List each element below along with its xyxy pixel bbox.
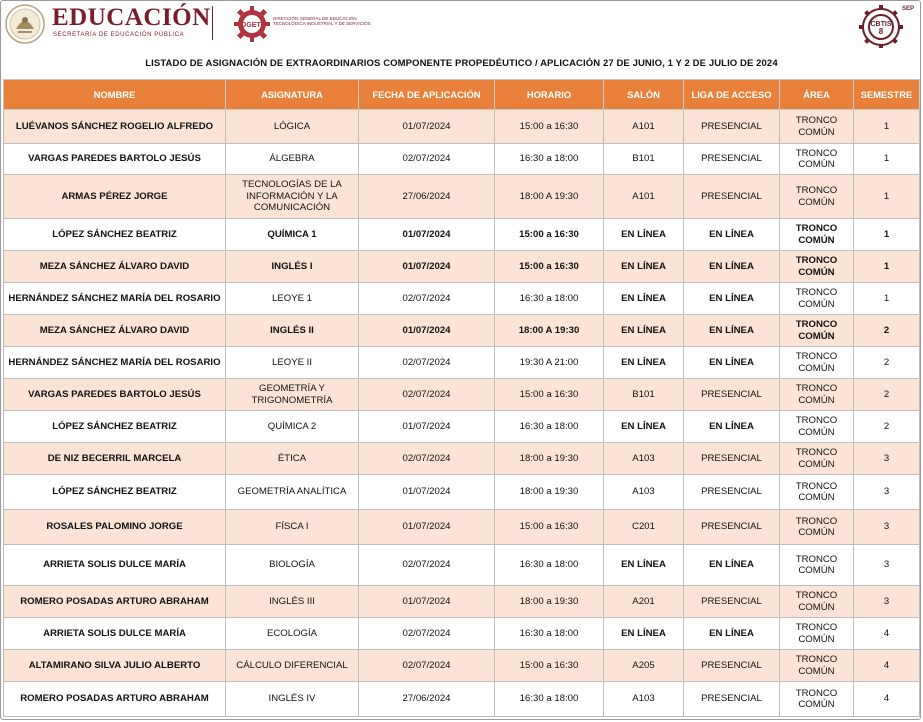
room-cell: EN LÍNEA (604, 411, 684, 443)
room-cell: B101 (604, 379, 684, 411)
access-cell: PRESENCIAL (684, 379, 780, 411)
room-cell: A103 (604, 682, 684, 717)
area-cell: TRONCO COMÚN (780, 682, 854, 717)
access-cell: EN LÍNEA (684, 347, 780, 379)
area-cell: TRONCO COMÚN (780, 283, 854, 315)
time-cell: 15:00 a 16:30 (495, 219, 604, 251)
area-cell: TRONCO COMÚN (780, 545, 854, 586)
semester-cell: 2 (854, 379, 920, 411)
subject-cell: INGLÉS IV (226, 682, 359, 717)
cbtis-gear-logo-icon (846, 2, 916, 48)
date-cell: 02/07/2024 (359, 545, 495, 586)
subject-cell: CÁLCULO DIFERENCIAL (226, 650, 359, 682)
area-cell: TRONCO COMÚN (780, 618, 854, 650)
semester-cell: 1 (854, 283, 920, 315)
subject-cell: FÍSCA I (226, 510, 359, 545)
name-cell: VARGAS PAREDES BARTOLO JESÚS (4, 144, 226, 175)
access-cell: PRESENCIAL (684, 175, 780, 219)
column-header-semestre: SEMESTRE (854, 80, 920, 110)
room-cell: EN LÍNEA (604, 219, 684, 251)
header-divider (212, 6, 213, 40)
table-row (4, 682, 920, 717)
access-cell: PRESENCIAL (684, 586, 780, 618)
table-row (4, 443, 920, 475)
dgeti-gear-logo-icon (234, 6, 270, 42)
room-cell: EN LÍNEA (604, 251, 684, 283)
date-cell: 01/07/2024 (359, 251, 495, 283)
semester-cell: 1 (854, 144, 920, 175)
room-cell: C201 (604, 510, 684, 545)
room-cell: A201 (604, 586, 684, 618)
time-cell: 18:00 A 19:30 (495, 175, 604, 219)
date-cell: 02/07/2024 (359, 379, 495, 411)
time-cell: 18:00 a 19:30 (495, 475, 604, 510)
subject-cell: GEOMETRÍA ANALÍTICA (226, 475, 359, 510)
column-header-area: ÁREA (780, 80, 854, 110)
semester-cell: 3 (854, 586, 920, 618)
time-cell: 18:00 a 19:30 (495, 586, 604, 618)
date-cell: 27/06/2024 (359, 682, 495, 717)
access-cell: PRESENCIAL (684, 144, 780, 175)
access-cell: EN LÍNEA (684, 618, 780, 650)
date-cell: 01/07/2024 (359, 411, 495, 443)
date-cell: 01/07/2024 (359, 110, 495, 144)
access-cell: EN LÍNEA (684, 251, 780, 283)
time-cell: 15:00 a 16:30 (495, 110, 604, 144)
date-cell: 02/07/2024 (359, 144, 495, 175)
subject-cell: INGLÉS II (226, 315, 359, 347)
date-cell: 01/07/2024 (359, 315, 495, 347)
table-row (4, 283, 920, 315)
assignment-table (3, 79, 920, 717)
name-cell: ROSALES PALOMINO JORGE (4, 510, 226, 545)
semester-cell: 2 (854, 347, 920, 379)
area-cell: TRONCO COMÚN (780, 251, 854, 283)
brand-subtitle: SECRETARÍA DE EDUCACIÓN PÚBLICA (53, 32, 185, 38)
date-cell: 01/07/2024 (359, 510, 495, 545)
semester-cell: 1 (854, 110, 920, 144)
access-cell: EN LÍNEA (684, 315, 780, 347)
subject-cell: LEOYE II (226, 347, 359, 379)
column-header-fecha: FECHA DE APLICACIÓN (359, 80, 495, 110)
room-cell: EN LÍNEA (604, 545, 684, 586)
column-header-liga: LIGA DE ACCESO (684, 80, 780, 110)
table-row (4, 315, 920, 347)
subject-cell: BIOLOGÍA (226, 545, 359, 586)
name-cell: ARRIETA SOLIS DULCE MARÍA (4, 545, 226, 586)
area-cell: TRONCO COMÚN (780, 219, 854, 251)
name-cell: HERNÁNDEZ SÁNCHEZ MARÍA DEL ROSARIO (4, 347, 226, 379)
table-header-row (4, 80, 920, 110)
subject-cell: QUÍMICA 2 (226, 411, 359, 443)
room-cell: B101 (604, 144, 684, 175)
time-cell: 15:00 a 16:30 (495, 251, 604, 283)
room-cell: A101 (604, 175, 684, 219)
table-row (4, 586, 920, 618)
area-cell: TRONCO COMÚN (780, 510, 854, 545)
access-cell: EN LÍNEA (684, 545, 780, 586)
table-row (4, 475, 920, 510)
semester-cell: 1 (854, 219, 920, 251)
time-cell: 15:00 a 16:30 (495, 650, 604, 682)
subject-cell: TECNOLOGÍAS DE LA INFORMACIÓN Y LA COMUNICACIÓN (226, 175, 359, 219)
access-cell: PRESENCIAL (684, 110, 780, 144)
name-cell: MEZA SÁNCHEZ ÁLVARO DAVID (4, 251, 226, 283)
table-row (4, 618, 920, 650)
subject-cell: GEOMETRÍA Y TRIGONOMETRÍA (226, 379, 359, 411)
semester-cell: 2 (854, 411, 920, 443)
table-body (4, 110, 920, 717)
document-header (0, 0, 923, 50)
dgeti-text: DIRECCIÓN GENERAL DE EDUCACIÓN TECNOLÓGICA INDUSTRIAL Y DE SERVICIOS (273, 16, 371, 26)
column-header-nombre: NOMBRE (4, 80, 226, 110)
room-cell: EN LÍNEA (604, 283, 684, 315)
subject-cell: ÁLGEBRA (226, 144, 359, 175)
document-title: LISTADO DE ASIGNACIÓN DE EXTRAORDINARIOS COMPONENTE PROPEDÉUTICO / APLICACIÓN 27 DE JUNIO, 1 Y 2 DE JULIO DE 2024 (145, 58, 778, 69)
room-cell: EN LÍNEA (604, 347, 684, 379)
subject-cell: ECOLOGÍA (226, 618, 359, 650)
room-cell: A205 (604, 650, 684, 682)
table-row (4, 110, 920, 144)
name-cell: VARGAS PAREDES BARTOLO JESÚS (4, 379, 226, 411)
name-cell: ROMERO POSADAS ARTURO ABRAHAM (4, 682, 226, 717)
access-cell: EN LÍNEA (684, 411, 780, 443)
room-cell: A103 (604, 475, 684, 510)
time-cell: 16:30 a 18:00 (495, 283, 604, 315)
cbtis-top-text: SEP (902, 6, 915, 12)
access-cell: PRESENCIAL (684, 650, 780, 682)
area-cell: TRONCO COMÚN (780, 411, 854, 443)
time-cell: 16:30 a 18:00 (495, 144, 604, 175)
subject-cell: INGLÉS III (226, 586, 359, 618)
name-cell: LÓPEZ SÁNCHEZ BEATRIZ (4, 411, 226, 443)
table-row (4, 545, 920, 586)
date-cell: 01/07/2024 (359, 586, 495, 618)
access-cell: EN LÍNEA (684, 283, 780, 315)
semester-cell: 1 (854, 251, 920, 283)
time-cell: 16:30 a 18:00 (495, 411, 604, 443)
area-cell: TRONCO COMÚN (780, 379, 854, 411)
column-header-salon: SALÓN (604, 80, 684, 110)
area-cell: TRONCO COMÚN (780, 586, 854, 618)
time-cell: 18:00 A 19:30 (495, 315, 604, 347)
semester-cell: 4 (854, 682, 920, 717)
table-row (4, 219, 920, 251)
access-cell: PRESENCIAL (684, 682, 780, 717)
date-cell: 02/07/2024 (359, 443, 495, 475)
date-cell: 01/07/2024 (359, 219, 495, 251)
table-row (4, 650, 920, 682)
time-cell: 15:00 a 16:30 (495, 510, 604, 545)
name-cell: DE NIZ BECERRIL MARCELA (4, 443, 226, 475)
table-row (4, 144, 920, 175)
access-cell: PRESENCIAL (684, 475, 780, 510)
name-cell: ARRIETA SOLIS DULCE MARÍA (4, 618, 226, 650)
area-cell: TRONCO COMÚN (780, 110, 854, 144)
subject-cell: LEOYE 1 (226, 283, 359, 315)
semester-cell: 3 (854, 545, 920, 586)
subject-cell: LÓGICA (226, 110, 359, 144)
semester-cell: 3 (854, 510, 920, 545)
date-cell: 01/07/2024 (359, 475, 495, 510)
area-cell: TRONCO COMÚN (780, 144, 854, 175)
name-cell: LUÉVANOS SÁNCHEZ ROGELIO ALFREDO (4, 110, 226, 144)
time-cell: 15:00 a 16:30 (495, 379, 604, 411)
name-cell: LÓPEZ SÁNCHEZ BEATRIZ (4, 219, 226, 251)
cbtis-number: 8 (878, 27, 884, 36)
area-cell: TRONCO COMÚN (780, 347, 854, 379)
date-cell: 27/06/2024 (359, 175, 495, 219)
time-cell: 16:30 a 18:00 (495, 545, 604, 586)
column-header-horario: HORARIO (495, 80, 604, 110)
subject-cell: INGLÉS I (226, 251, 359, 283)
name-cell: ALTAMIRANO SILVA JULIO ALBERTO (4, 650, 226, 682)
date-cell: 02/07/2024 (359, 283, 495, 315)
dgeti-logo-text: DGETI (241, 22, 263, 29)
table-row (4, 379, 920, 411)
subject-cell: QUÍMICA 1 (226, 219, 359, 251)
access-cell: PRESENCIAL (684, 443, 780, 475)
semester-cell: 2 (854, 315, 920, 347)
date-cell: 02/07/2024 (359, 650, 495, 682)
name-cell: LÓPEZ SÁNCHEZ BEATRIZ (4, 475, 226, 510)
date-cell: 02/07/2024 (359, 618, 495, 650)
time-cell: 19:30 A 21:00 (495, 347, 604, 379)
area-cell: TRONCO COMÚN (780, 315, 854, 347)
area-cell: TRONCO COMÚN (780, 475, 854, 510)
access-cell: PRESENCIAL (684, 510, 780, 545)
semester-cell: 4 (854, 618, 920, 650)
cbtis-text: CBTIS (870, 21, 892, 28)
name-cell: MEZA SÁNCHEZ ÁLVARO DAVID (4, 315, 226, 347)
name-cell: HERNÁNDEZ SÁNCHEZ MARÍA DEL ROSARIO (4, 283, 226, 315)
room-cell: A101 (604, 110, 684, 144)
time-cell: 18:00 a 19:30 (495, 443, 604, 475)
column-header-asignatura: ASIGNATURA (226, 80, 359, 110)
area-cell: TRONCO COMÚN (780, 650, 854, 682)
time-cell: 16:30 a 18:00 (495, 682, 604, 717)
area-cell: TRONCO COMÚN (780, 175, 854, 219)
table-row (4, 510, 920, 545)
semester-cell: 3 (854, 443, 920, 475)
brand-title: EDUCACIÓN (52, 4, 211, 31)
table-row (4, 175, 920, 219)
semester-cell: 3 (854, 475, 920, 510)
mexico-coat-of-arms-icon (4, 3, 46, 45)
table-row (4, 251, 920, 283)
semester-cell: 1 (854, 175, 920, 219)
access-cell: EN LÍNEA (684, 219, 780, 251)
table-row (4, 411, 920, 443)
room-cell: EN LÍNEA (604, 618, 684, 650)
name-cell: ROMERO POSADAS ARTURO ABRAHAM (4, 586, 226, 618)
name-cell: ARMAS PÉREZ JORGE (4, 175, 226, 219)
room-cell: EN LÍNEA (604, 315, 684, 347)
subject-cell: ÉTICA (226, 443, 359, 475)
table-row (4, 347, 920, 379)
room-cell: A103 (604, 443, 684, 475)
semester-cell: 4 (854, 650, 920, 682)
date-cell: 02/07/2024 (359, 347, 495, 379)
time-cell: 16:30 a 18:00 (495, 618, 604, 650)
area-cell: TRONCO COMÚN (780, 443, 854, 475)
